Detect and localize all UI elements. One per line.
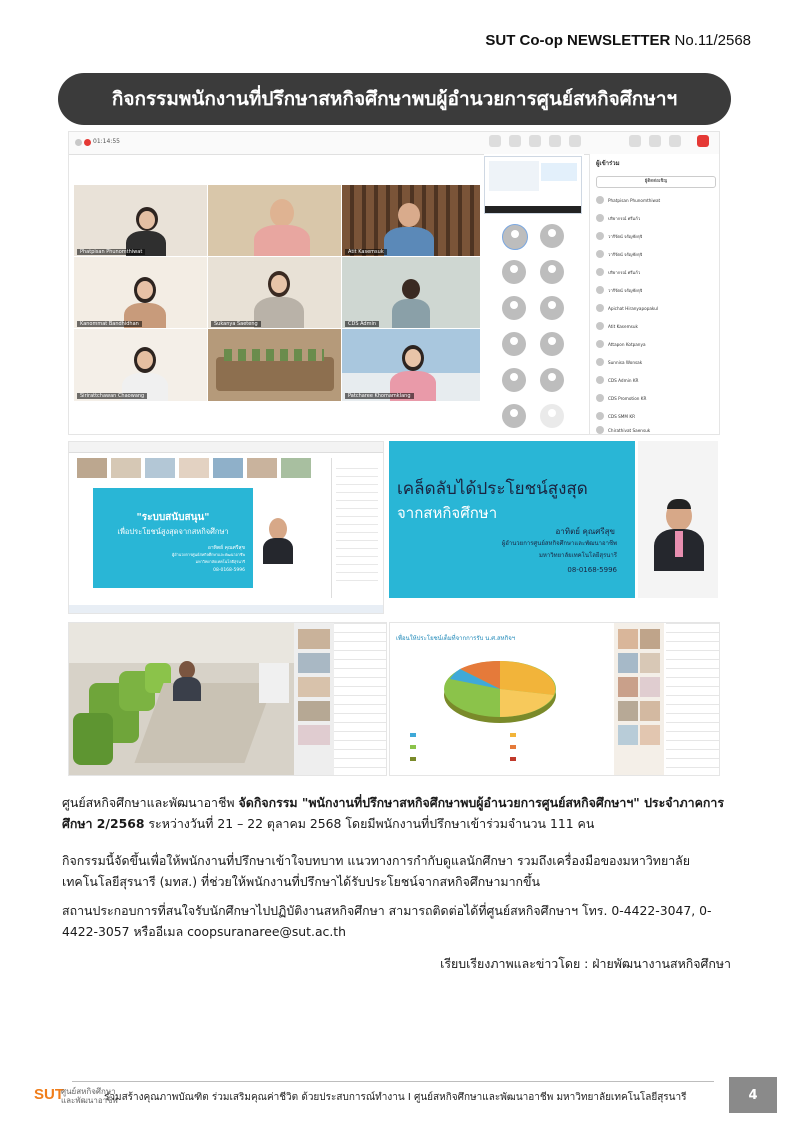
zoom-meeting-photo	[68, 131, 720, 435]
participant-avatars	[484, 154, 584, 434]
participant-row: ปริยากรณ์ ศรีแก้ว	[596, 212, 714, 224]
presenter-photo	[255, 488, 301, 588]
participant-row: Apichat Hiranyapopakul	[596, 302, 714, 314]
avatar	[502, 404, 526, 428]
participant-row: ปริยากรณ์ ศรีแก้ว	[596, 266, 714, 278]
tile-name: Phatpisan Phunomthiwat	[77, 249, 145, 255]
chart-slide-photo	[389, 622, 720, 776]
slide-presenter: อาทิตย์ คุณศรีสุข	[207, 545, 245, 551]
chart-slide-heading: เพื่อนให้ประโยชน์เต็มที่จากการรับ น.ศ.สหกิจฯ	[396, 635, 516, 642]
participant-row: Atit Kasemsuk	[596, 320, 714, 332]
share-icon	[569, 135, 581, 147]
participant-row: Phatpisan Phunomthiwat	[596, 194, 714, 206]
avatar	[540, 296, 564, 320]
panel-title: ผู้เข้าร่วม	[596, 160, 620, 167]
presentation-screenshot	[68, 441, 384, 614]
page-title: กิจกรรมพนักงานที่ปรึกษาสหกิจศึกษาพบผู้อำนวยการศูนย์สหกิจศึกษาฯ	[58, 73, 731, 125]
participant-row: วารีรัตน์ จรัญชัยรุจิ	[596, 230, 714, 242]
avatar	[502, 260, 526, 284]
record-dot	[84, 139, 91, 146]
slide-line1: "ระบบสนับสนุน"	[136, 512, 210, 523]
intro-bold: จัดกิจกรรม "พนักงานที่ปรึกษาสหกิจศึกษาพบผู้อำนวยการศูนย์สหกิจศึกษาฯ" ประจำภาคการศึกษา 2/2568	[62, 795, 724, 831]
participant-row: วารีรัตน์ จรัญชัยรุจิ	[596, 284, 714, 296]
slide-line1: เคล็ดลับได้ประโยชน์สูงสุด	[397, 479, 588, 499]
meeting-time: 01:14:55	[93, 138, 120, 145]
avatar	[540, 368, 564, 392]
avatar	[540, 224, 564, 248]
video-tile	[207, 256, 343, 330]
tile-name: Atit Kasemsuk	[345, 249, 387, 255]
slide-phone: 08-0168-5996	[213, 568, 245, 573]
presenter-photo	[638, 441, 718, 598]
leave-icon	[697, 135, 709, 147]
newsletter-issue: No.11/2568	[674, 32, 751, 49]
participant-row: CDS SMM KR	[596, 410, 714, 422]
meeting-room-photo	[68, 622, 387, 776]
intro-prefix: ศูนย์สหกิจศึกษาและพัฒนาอาชีพ	[62, 795, 239, 810]
avatar	[540, 260, 564, 284]
slide-panel	[389, 441, 635, 598]
participant-row: CDS Promotion KR	[596, 392, 714, 404]
footer-tagline: ร่วมสร้างคุณภาพบัณฑิต ร่วมเสริมคุณค่าชีวิต ด้วยประสบการณ์ทำงาน I ศูนย์สหกิจศึกษาและพัฒนาอาชีพ มหาวิทยาลัยเทคโนโลยีสุรนารี	[104, 1092, 687, 1103]
paragraph-intro	[62, 792, 740, 834]
presentation-slide	[389, 441, 718, 612]
avatar	[540, 332, 564, 356]
video-tile	[207, 328, 343, 402]
slide-presenter: อาทิตย์ คุณศรีสุข	[555, 527, 615, 536]
footer-divider	[72, 1081, 714, 1082]
tile-name: Kanommat Bandhidhan	[77, 321, 142, 327]
window-dot	[75, 139, 82, 146]
participant-row: Attapon Kotpanya	[596, 338, 714, 350]
video-tile	[341, 184, 481, 258]
mic-icon	[649, 135, 661, 147]
slide-panel	[93, 488, 253, 588]
participant-row: Sunnisa Wonsak	[596, 356, 714, 368]
logo-mark: SUT	[34, 1086, 64, 1103]
video-tile	[73, 328, 209, 402]
slide-line2: เพื่อประโยชน์สูงสุดจากสหกิจศึกษา	[117, 527, 229, 536]
participant-row: Chirathivat Saensuk	[596, 424, 714, 435]
paragraph-purpose: กิจกรรมนี้จัดขึ้นเพื่อให้พนักงานที่ปรึกษาเข้าใจบทบาท แนวทางการกำกับดูแลนักศึกษา รวมถึงเครื่องมือของมหาวิทยาลัยเทคโนโลยีสุรนารี (มทส.) ที่ช่วยให้พนักงานที่ปรึกษาได้รับประโยชน์จากสหกิจศึกษามากขึ้น	[62, 853, 691, 889]
zoom-toolbar	[69, 132, 719, 155]
slide-role: ผู้อำนวยการศูนย์สหกิจศึกษาและพัฒนาอาชีพ	[501, 540, 617, 547]
tile-name: CDS Admin	[345, 321, 379, 327]
participants-icon	[489, 135, 501, 147]
video-tile	[73, 184, 209, 258]
participant-row: CDS Admin KR	[596, 374, 714, 386]
participant-row: วารีรัตน์ จรัญชัยรุจิ	[596, 248, 714, 260]
avatar	[502, 224, 528, 250]
video-tile	[341, 328, 481, 402]
paragraph-contact: สถานประกอบการที่สนใจรับนักศึกษาไปปฏิบัติงานสหกิจศึกษา สามารถติดต่อได้ที่ศูนย์สหกิจศึกษาฯ โทร. 0-4422-3047, 0-4422-3057 หรืออีเมล coopsuranaree@sut.ac.th	[62, 903, 712, 939]
video-tile	[73, 256, 209, 330]
participants-panel	[589, 154, 720, 434]
speaker-icon	[669, 135, 681, 147]
camera-icon	[629, 135, 641, 147]
avatar	[502, 368, 526, 392]
avatar	[502, 332, 526, 356]
newsletter-name: SUT Co-op NEWSLETTER	[485, 32, 671, 49]
avatar	[502, 296, 526, 320]
slide-university: มหาวิทยาลัยเทคโนโลยีสุรนารี	[195, 559, 245, 564]
page-number: 4	[729, 1077, 777, 1113]
slide-line2: จากสหกิจศึกษา	[397, 504, 498, 522]
slide-university: มหาวิทยาลัยเทคโนโลยีสุรนารี	[538, 552, 617, 559]
credit-line: เรียบเรียงภาพและข่าวโดย : ฝ่ายพัฒนางานสหกิจศึกษา	[440, 956, 731, 971]
invite-button: ผู้ติดต่อเชิญ	[596, 176, 716, 188]
slide-phone: 08-0168-5996	[567, 566, 617, 574]
slide-role: ผู้อำนวยการศูนย์สหกิจศึกษาและพัฒนาอาชีพ	[172, 552, 245, 557]
tile-name: Sukanya Saeteng	[211, 321, 261, 327]
tile-name: Sirirattchawan Chaowang	[77, 393, 147, 399]
intro-suffix: ระหว่างวันที่ 21 – 22 ตุลาคม 2568 โดยมีพนักงานที่ปรึกษาเข้าร่วมจำนวน 111 คน	[144, 816, 595, 831]
video-tile	[207, 184, 343, 258]
react-icon	[549, 135, 561, 147]
avatar	[540, 404, 564, 428]
video-tile	[341, 256, 481, 330]
pie-chart-graphic	[440, 649, 560, 729]
chat-icon	[509, 135, 521, 147]
people-icon	[529, 135, 541, 147]
tile-name: Patcharee Khomamklang	[345, 393, 414, 399]
logo-subtext: ศูนย์สหกิจศึกษาและพัฒนาอาชีพ	[61, 1087, 118, 1105]
newsletter-header	[485, 32, 751, 49]
